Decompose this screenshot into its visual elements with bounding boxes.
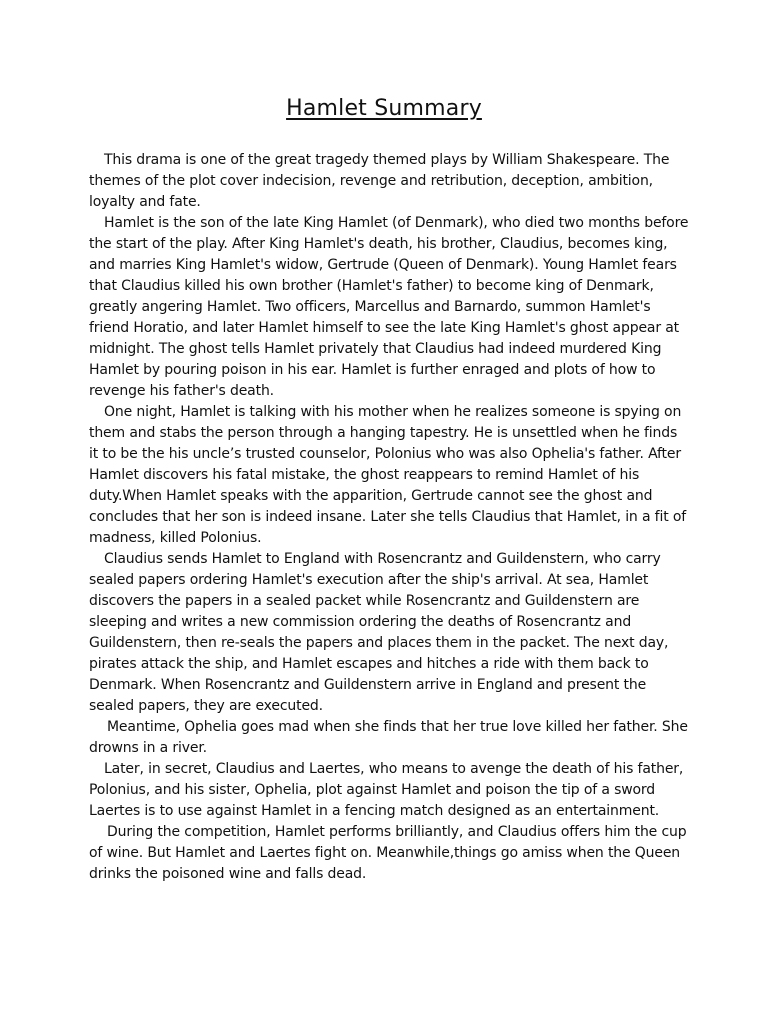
paragraph-ophelia: Meantime, Ophelia goes mad when she finds that her true love killed her father. She drowns in a river. <box>89 719 688 756</box>
paragraph-polonius: One night, Hamlet is talking with his mother when he realizes someone is spying on them and stabs the person through a hanging tapestry. He is unsettled when he finds it to be the his uncle’s trusted counselor, Polonius who was also Ophelia's father. After Hamlet discovers his fatal mistake, the ghost reappears to remind Hamlet of his duty.When Hamlet speaks with the apparition, Gertrude cannot see the ghost and concludes that her son is indeed insane. Later she tells Claudius that Hamlet, in a fit of madness, killed Polonius. <box>89 404 687 546</box>
summary-body <box>89 150 689 885</box>
paragraph-england: Claudius sends Hamlet to England with Rosencrantz and Guildenstern, who carry sealed papers ordering Hamlet's execution after the ship's arrival. At sea, Hamlet discovers the papers in a sealed packet while Rosencrantz and Guildenstern are sleeping and writes a new commission ordering the deaths of Rosencrantz and Guildenstern, then re-seals the papers and places them in the packet. The next day, pirates attack the ship, and Hamlet escapes and hitches a ride with them back to Denmark. When Rosencrantz and Guildenstern arrive in England and present the sealed papers, they are executed. <box>89 551 669 714</box>
paragraph-plot: Later, in secret, Claudius and Laertes, who means to avenge the death of his father, Polonius, and his sister, Ophelia, plot against Hamlet and poison the tip of a sword Laertes is to use against Hamlet in a fencing match designed as an entertainment. <box>89 761 684 819</box>
paragraph-background: Hamlet is the son of the late King Hamlet (of Denmark), who died two months before the start of the play. After King Hamlet's death, his brother, Claudius, becomes king, and marries King Hamlet's widow, Gertrude (Queen of Denmark). Young Hamlet fears that Claudius killed his own brother (Hamlet's father) to become king of Denmark, greatly angering Hamlet. Two officers, Marcellus and Barnardo, summon Hamlet's friend Horatio, and later Hamlet himself to see the late King Hamlet's ghost appear at midnight. The ghost tells Hamlet privately that Claudius had indeed murdered King Hamlet by pouring poison in his ear. Hamlet is further enraged and plots of how to revenge his father's death. <box>89 215 689 399</box>
paragraph-intro: This drama is one of the great tragedy themed plays by William Shakespeare. The themes of the plot cover indecision, revenge and retribution, deception, ambition, loyalty and fate. <box>89 152 670 210</box>
paragraph-competition: During the competition, Hamlet performs brilliantly, and Claudius offers him the cup of wine. But Hamlet and Laertes fight on. Meanwhile,things go amiss when the Queen drinks the poisoned wine and falls dead. <box>89 824 687 882</box>
page-title: Hamlet Summary <box>286 96 482 121</box>
